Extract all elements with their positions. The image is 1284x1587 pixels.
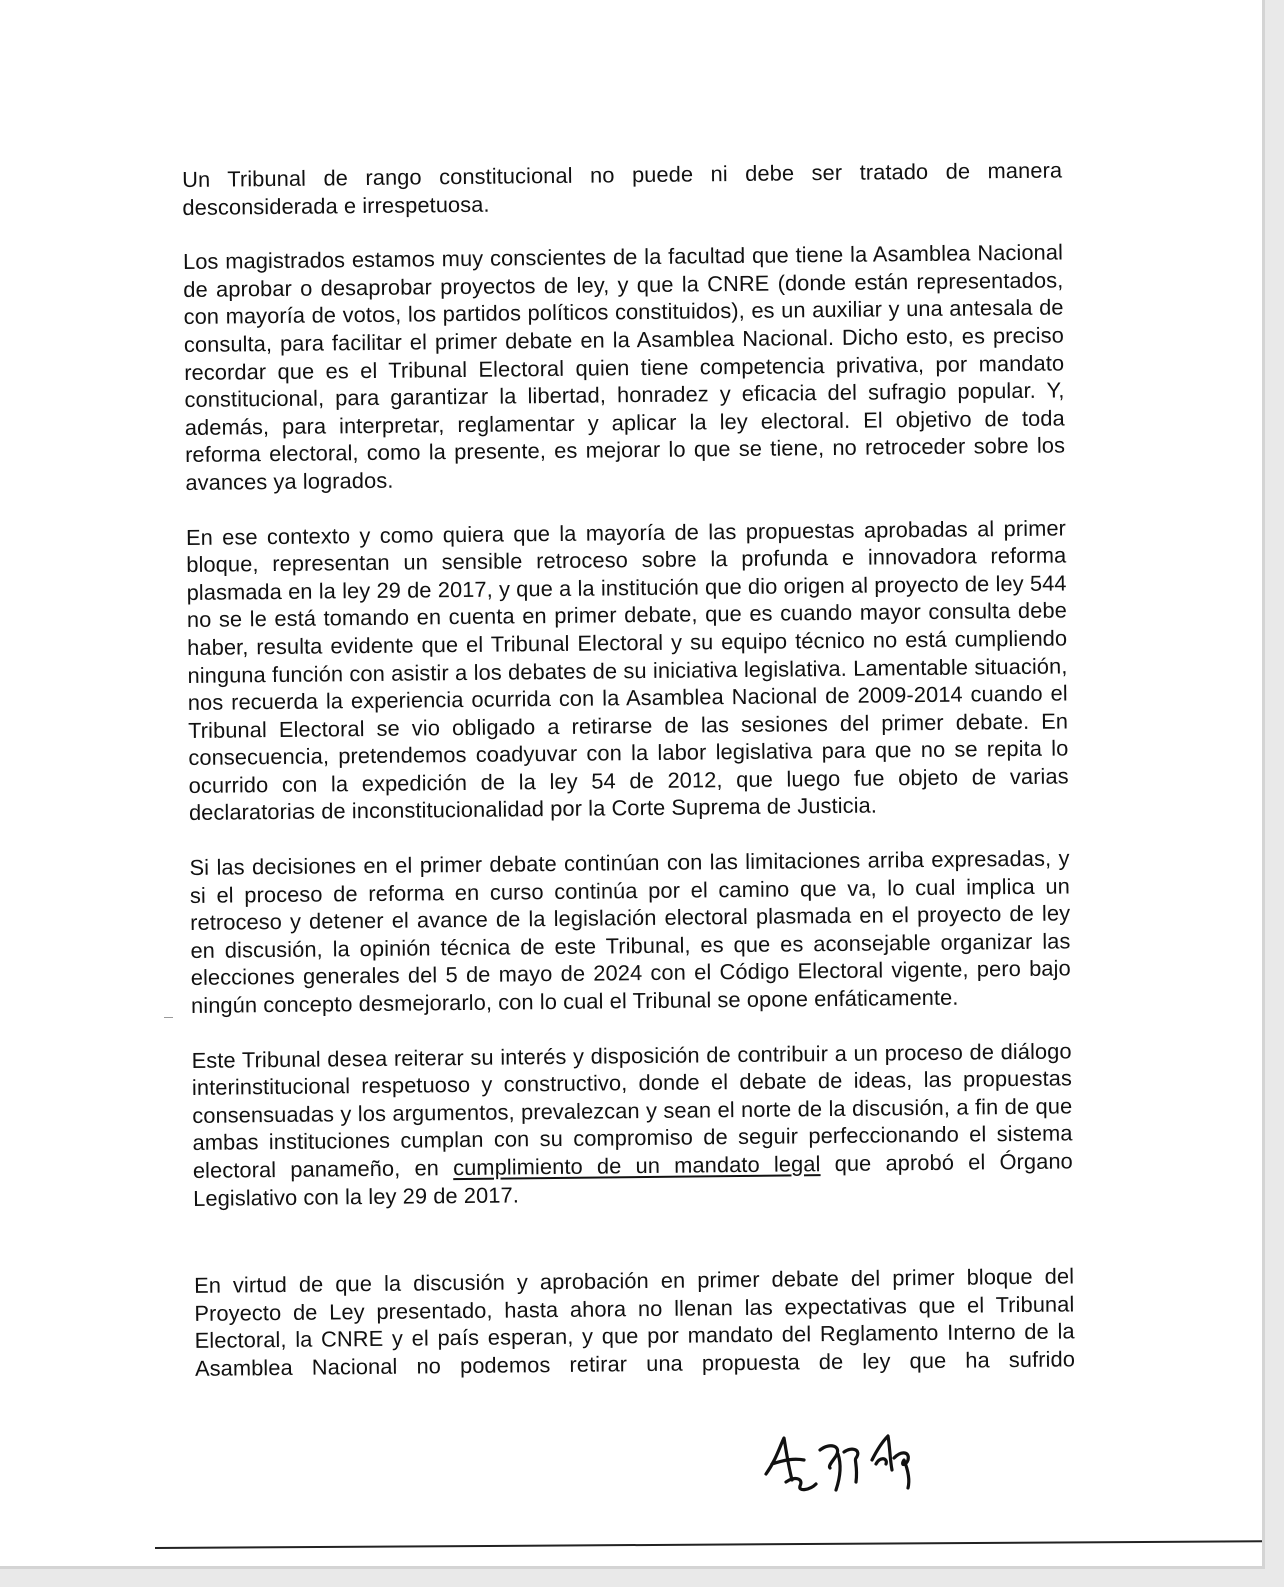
paragraph-5-text-before: Este Tribunal desea reiterar su interés y disposición de contribuir a un proceso de diálogo interinstitucional respetuoso y constructivo, donde el debate de ideas, las propuestas consensuadas y los argumentos, prevalezcan y sean el norte de la discusión, a fin de que ambas instituciones cumplan con su compromiso de seguir perfeccionando el sistema electoral panameño, en (191, 1038, 1073, 1183)
paragraph-5 (192, 1037, 1074, 1212)
paragraph-6: En virtud de que la discusión y aprobación en primer debate del primer bloque del Proyecto de Ley presentado, hasta ahora no llenan las expectativas que el Tribunal Electoral, la CNRE y el país esperan, y que por mandato del Reglamento Interno de la Asamblea Nacional no podemos retirar una propuesta de ley que ha sufrido (193, 1263, 1076, 1381)
paragraph-5-underlined-text: cumplimiento de un mandato legal (453, 1151, 821, 1181)
paragraph-5-text-after: que aprobó el Órgano Legislativo con la ley 29 de 2017. (193, 1148, 1073, 1211)
document-body (182, 156, 1075, 1382)
handwritten-signature (758, 1430, 928, 1500)
bottom-rule (155, 1540, 1265, 1549)
paragraph-4: Si las decisiones en el primer debate continúan con las limitaciones arriba expresadas, y si el proceso de reforma en curso continúa por el camino que va, lo cual implica un retroceso y detener el avance de la legislación electoral plasmada en el proyecto de ley en discusión, la opinión técnica de este Tribunal, es que es aconsejable organizar las elecciones generales del 5 de mayo de 2024 con el Código Electoral vigente, pero bajo ningún concepto desmejorarlo, con lo cual el Tribunal se opone enfáticamente. (189, 845, 1071, 1018)
paragraph-2: Los magistrados estamos muy conscientes de la facultad que tiene la Asamblea Nacional de aprobar o desaprobar proyectos de ley, y que la CNRE (donde están representados, con mayoría de votos, los partidos políticos constituidos), es un auxiliar y una antesala de consulta, para facilitar el primer debate en la Asamblea Nacional. Dicho esto, es preciso recordar que es el Tribunal Electoral quien tiene competencia privativa, por mandato constitucional, para garantizar la libertad, honradez y eficacia del sufragio popular. Y, además, para interpretar, reglamentar y aplicar la ley electoral. El objetivo de toda reforma electoral, como la presente, es mejorar lo que se tiene, no retroceder sobre los avances ya logrados. (182, 239, 1066, 495)
paragraph-3: En ese contexto y como quiera que la mayoría de las propuestas aprobadas al primer bloque, representan un sensible retroceso sobre la profunda e innovadora reforma plasmada en la ley 29 de 2017, y que a la institución que dio origen al proyecto de ley 544 no se le está tomando en cuenta en primer debate, que es cuando mayor consulta debe haber, resulta evidente que el Tribunal Electoral y su equipo técnico no está cumpliendo ninguna función con asistir a los debates de su iniciativa legislativa. Lamentable situación, nos recuerda la experiencia ocurrida con la Asamblea Nacional de 2009-2014 cuando el Tribunal Electoral se vio obligado a retirarse de las sesiones del primer debate. En consecuencia, pretendemos coadyuvar con la labor legislativa para que no se repita lo ocurrido con la expedición de la ley 54 de 2012, que luego fue objeto de varias declaratorias de inconstitucionalidad por la Corte Suprema de Justicia. (185, 514, 1069, 826)
paragraph-1: Un Tribunal de rango constitucional no puede ni debe ser tratado de manera desconsiderada e irrespetuosa. (182, 157, 1063, 220)
stray-mark (164, 1017, 173, 1018)
